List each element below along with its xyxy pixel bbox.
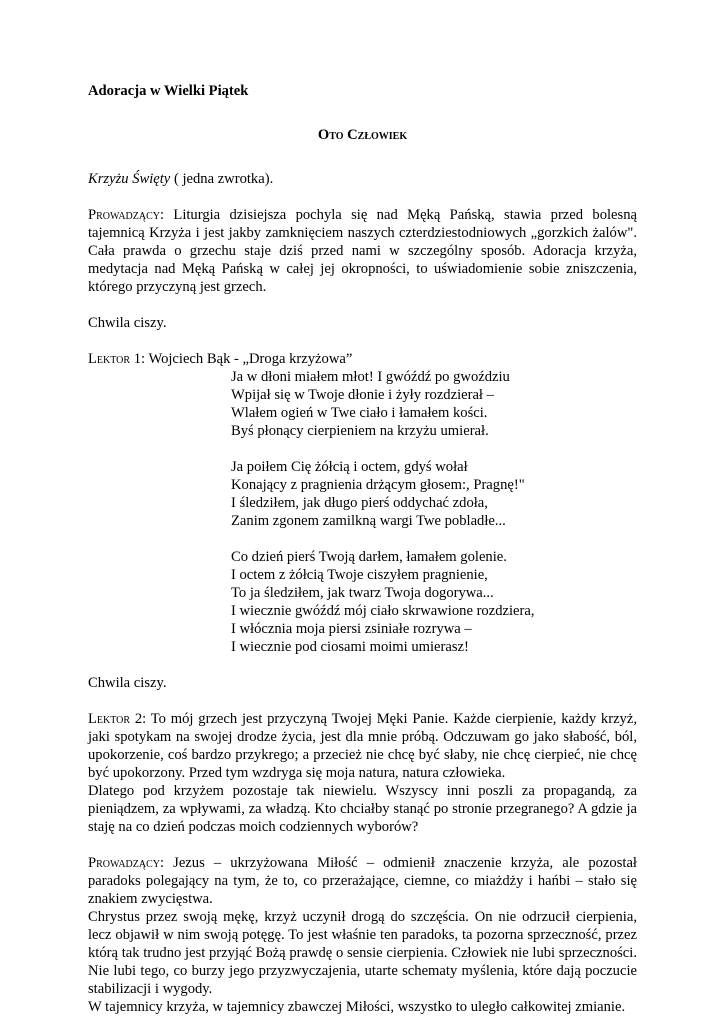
poem-line: I wiecznie gwóźdź mój ciało skrwawione rozdziera, bbox=[231, 603, 535, 619]
document-header: Adoracja w Wielki Piątek bbox=[88, 83, 249, 99]
poem-stanza-1 bbox=[231, 368, 637, 440]
speaker-label: Prowadzący: bbox=[88, 207, 165, 223]
paragraph-text: Liturgia dzisiejsza pochyla się nad Męką Pańską, stawia przed bolesną tajemnicą Krzyża i jest jakby zamknięciem naszych czterdziestodniowych „gorzkich żalów". Cała prawda o grzechu staje dziś przed nami w szczególny sposób. Adoracja krzyża, medytacja nad Męką Pańską w całej jej okropności, to uświadomienie sobie zniszczenia, którego przyczyną jest grzech. bbox=[88, 207, 637, 295]
silence-note-2: Chwila ciszy. bbox=[88, 675, 167, 691]
poem-line: Co dzień pierś Twoją darłem, łamałem golenie. bbox=[231, 549, 507, 565]
leader-paragraph-2-cont: Chrystus przez swoją mękę, krzyż uczynił drogą do szczęścia. On nie odrzucił cierpienia, lecz objawił w nim swoją potęgę. To jest właśnie ten paradoks, ta pozorna sprzeczność, przez którą tak trudno jest przyjąć Bożą prawdę o sensie cierpienia. Człowiek nie lubi sprzeczności. Nie lubi tego, co burzy jego przyzwyczajenia, utarte schematy myślenia, które dają poczucie stabilizacji i wygody. bbox=[88, 909, 637, 997]
poem-line: Ja w dłoni miałem młot! I gwóźdź po gwoździu bbox=[231, 369, 510, 385]
poem-source: Wojciech Bąk - „Droga krzyżowa” bbox=[145, 351, 353, 367]
reader-2-paragraph bbox=[88, 710, 637, 782]
reader-1-intro bbox=[88, 350, 637, 368]
song-title: Krzyżu Święty bbox=[88, 171, 171, 187]
poem-line: Konający z pragnienia drżącym głosem:, Pragnę!" bbox=[231, 477, 525, 493]
document-page bbox=[88, 82, 637, 1016]
poem-line: To ja śledziłem, jak twarz Twoja dogorywa... bbox=[231, 585, 494, 601]
poem-line: I włócznia moja piersi zsiniałe rozrywa – bbox=[231, 621, 472, 637]
leader-paragraph-2 bbox=[88, 854, 637, 908]
speaker-label: Lektor 1: bbox=[88, 351, 146, 367]
song-note: ( jedna zwrotka). bbox=[170, 171, 274, 187]
paragraph-text: Jezus – ukrzyżowana Miłość – odmienił znaczenie krzyża, ale pozostał paradoks polegający na tym, że to, co przerażające, ciemne, co miażdży i hańbi – stało się znakiem zwycięstwa. bbox=[88, 855, 637, 907]
speaker-label: Prowadzący: bbox=[88, 855, 165, 871]
poem-line: Wpijał się w Twoje dłonie i żyły rozdzierał – bbox=[231, 387, 494, 403]
poem-line: I śledziłem, jak długo pierś oddychać zdoła, bbox=[231, 495, 488, 511]
leader-paragraph-1 bbox=[88, 206, 637, 296]
document-title: Oto Człowiek bbox=[317, 127, 408, 143]
poem-line: Byś płonący cierpieniem na krzyżu umierał. bbox=[231, 423, 489, 439]
poem-line: I octem z żółcią Twoje ciszyłem pragnienie, bbox=[231, 567, 488, 583]
reader-2-paragraph-cont: Dlatego pod krzyżem pozostaje tak niewielu. Wszyscy inni poszli za propagandą, za pieniądzem, za wpływami, za władzą. Kto chciałby stanąć po stronie przegranego? A gdzie ja staję na co dzień podczas moich codziennych wyborów? bbox=[88, 783, 637, 835]
poem-line: Wlałem ogień w Twe ciało i łamałem kości. bbox=[231, 405, 488, 421]
poem-line: Ja poiłem Cię żółcią i octem, gdyś wołał bbox=[231, 459, 468, 475]
silence-note-1: Chwila ciszy. bbox=[88, 315, 167, 331]
leader-paragraph-2-last: W tajemnicy krzyża, w tajemnicy zbawczej Miłości, wszystko to uległo całkowitej zmianie. bbox=[88, 999, 626, 1015]
poem-line: I wiecznie pod ciosami moimi umierasz! bbox=[231, 639, 469, 655]
paragraph-text: To mój grzech jest przyczyną Twojej Męki Panie. Każde cierpienie, każdy krzyż, jaki spotykam na swojej drodze życia, jest dla mnie próbą. Odczuwam go jako słabość, ból, upokorzenie, coś bardzo przykrego; a przecież nie chcę być słaby, nie chcę cierpieć, nie chcę być upokorzony. Przed tym wzdryga się moja natura, natura człowieka. bbox=[88, 711, 637, 781]
poem-stanza-3 bbox=[231, 548, 637, 656]
speaker-label: Lektor 2: bbox=[88, 711, 147, 727]
cross-song-line bbox=[88, 170, 637, 188]
poem-line: Zanim zgonem zamilkną wargi Twe pobladłe... bbox=[231, 513, 506, 529]
poem-stanza-2 bbox=[231, 458, 637, 530]
